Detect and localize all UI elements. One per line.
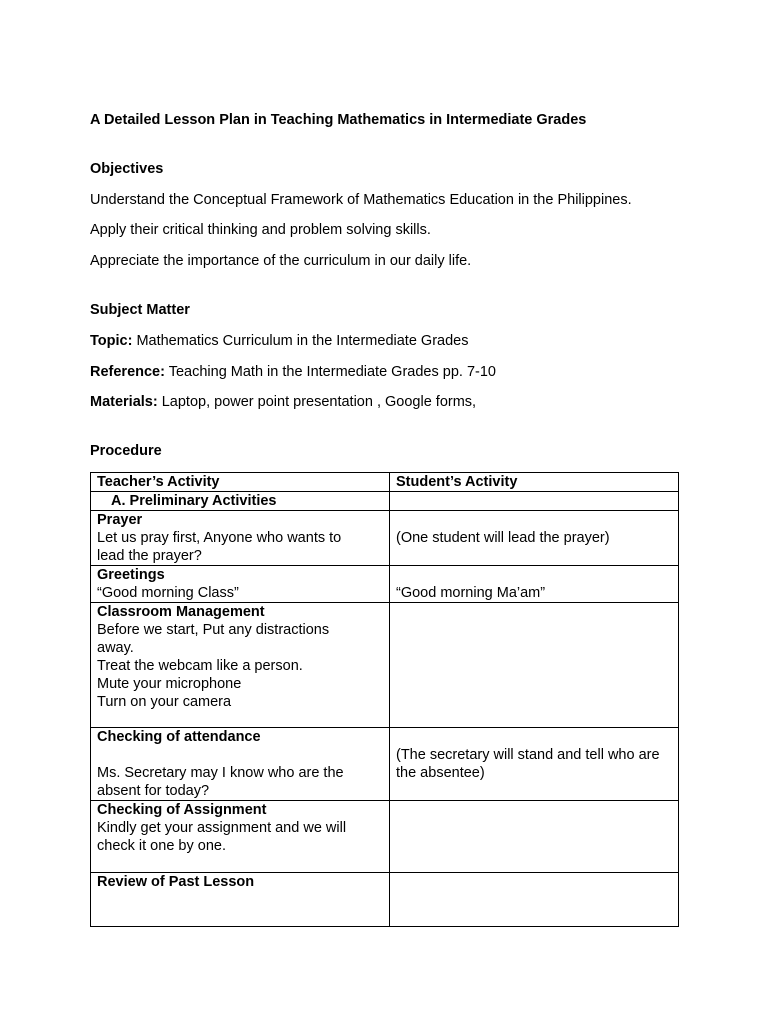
attendance-teacher-line: absent for today? bbox=[97, 783, 210, 799]
objectives-heading: Objectives bbox=[90, 161, 164, 177]
student-activity-header: Student’s Activity bbox=[390, 473, 679, 492]
table-header-row bbox=[91, 473, 679, 492]
classroom-line: away. bbox=[97, 640, 134, 656]
objective-item: Understand the Conceptual Framework of Mathematics Education in the Philippines. bbox=[90, 192, 632, 208]
empty-cell bbox=[390, 873, 679, 927]
prayer-teacher-cell bbox=[91, 511, 390, 566]
classroom-line: Treat the webcam like a person. bbox=[97, 658, 303, 674]
procedure-heading: Procedure bbox=[90, 443, 162, 459]
reference-value: Teaching Math in the Intermediate Grades pp. 7-10 bbox=[164, 364, 496, 380]
greetings-heading: Greetings bbox=[97, 567, 165, 583]
topic-label: Topic: bbox=[90, 333, 133, 349]
prayer-heading: Prayer bbox=[97, 512, 143, 528]
attendance-teacher-line: Ms. Secretary may I know who are the bbox=[97, 765, 344, 781]
table-row bbox=[91, 566, 679, 603]
section-preliminary: A. Preliminary Activities bbox=[91, 492, 390, 511]
attendance-student-line: (The secretary will stand and tell who are bbox=[396, 747, 660, 763]
review-teacher-cell bbox=[91, 873, 390, 927]
objective-item: Appreciate the importance of the curriculum in our daily life. bbox=[90, 253, 472, 269]
subject-matter-heading: Subject Matter bbox=[90, 302, 190, 318]
empty-cell bbox=[390, 492, 679, 511]
table-row bbox=[91, 801, 679, 873]
prayer-student-text: (One student will lead the prayer) bbox=[396, 530, 610, 546]
table-row bbox=[91, 728, 679, 801]
classroom-line: Turn on your camera bbox=[97, 694, 232, 710]
objective-item: Apply their critical thinking and problem solving skills. bbox=[90, 222, 431, 238]
greetings-teacher-text: “Good morning Class” bbox=[97, 585, 239, 601]
table-row bbox=[91, 603, 679, 728]
reference-line bbox=[90, 363, 496, 381]
materials-label: Materials: bbox=[90, 394, 158, 410]
classroom-teacher-cell bbox=[91, 603, 390, 728]
empty-cell bbox=[390, 801, 679, 873]
table-row bbox=[91, 492, 679, 511]
table-row bbox=[91, 511, 679, 566]
prayer-teacher-line: Let us pray first, Anyone who wants to bbox=[97, 530, 342, 546]
greetings-teacher-cell bbox=[91, 566, 390, 603]
materials-value: Laptop, power point presentation , Google forms, bbox=[157, 394, 477, 410]
attendance-student-cell bbox=[390, 728, 679, 801]
assignment-teacher-line: Kindly get your assignment and we will bbox=[97, 820, 347, 836]
attendance-teacher-cell bbox=[91, 728, 390, 801]
teacher-activity-header: Teacher’s Activity bbox=[91, 473, 390, 492]
greetings-student-cell bbox=[390, 566, 679, 603]
assignment-teacher-cell bbox=[91, 801, 390, 873]
materials-line bbox=[90, 393, 476, 411]
topic-line bbox=[90, 332, 468, 350]
assignment-teacher-line: check it one by one. bbox=[97, 838, 226, 854]
classroom-line: Before we start, Put any distractions bbox=[97, 622, 330, 638]
review-heading: Review of Past Lesson bbox=[97, 874, 255, 890]
classroom-heading: Classroom Management bbox=[97, 604, 265, 620]
table-row bbox=[91, 873, 679, 927]
empty-cell bbox=[390, 603, 679, 728]
topic-value: Mathematics Curriculum in the Intermediate Grades bbox=[132, 333, 469, 349]
attendance-student-line: the absentee) bbox=[396, 765, 485, 781]
document-title: A Detailed Lesson Plan in Teaching Mathematics in Intermediate Grades bbox=[90, 112, 587, 128]
greetings-student-text: “Good morning Ma’am” bbox=[396, 585, 546, 601]
prayer-teacher-line: lead the prayer? bbox=[97, 548, 202, 564]
attendance-heading: Checking of attendance bbox=[97, 729, 261, 745]
procedure-table bbox=[90, 472, 679, 927]
assignment-heading: Checking of Assignment bbox=[97, 802, 267, 818]
reference-label: Reference: bbox=[90, 364, 165, 380]
prayer-student-cell bbox=[390, 511, 679, 566]
classroom-line: Mute your microphone bbox=[97, 676, 242, 692]
